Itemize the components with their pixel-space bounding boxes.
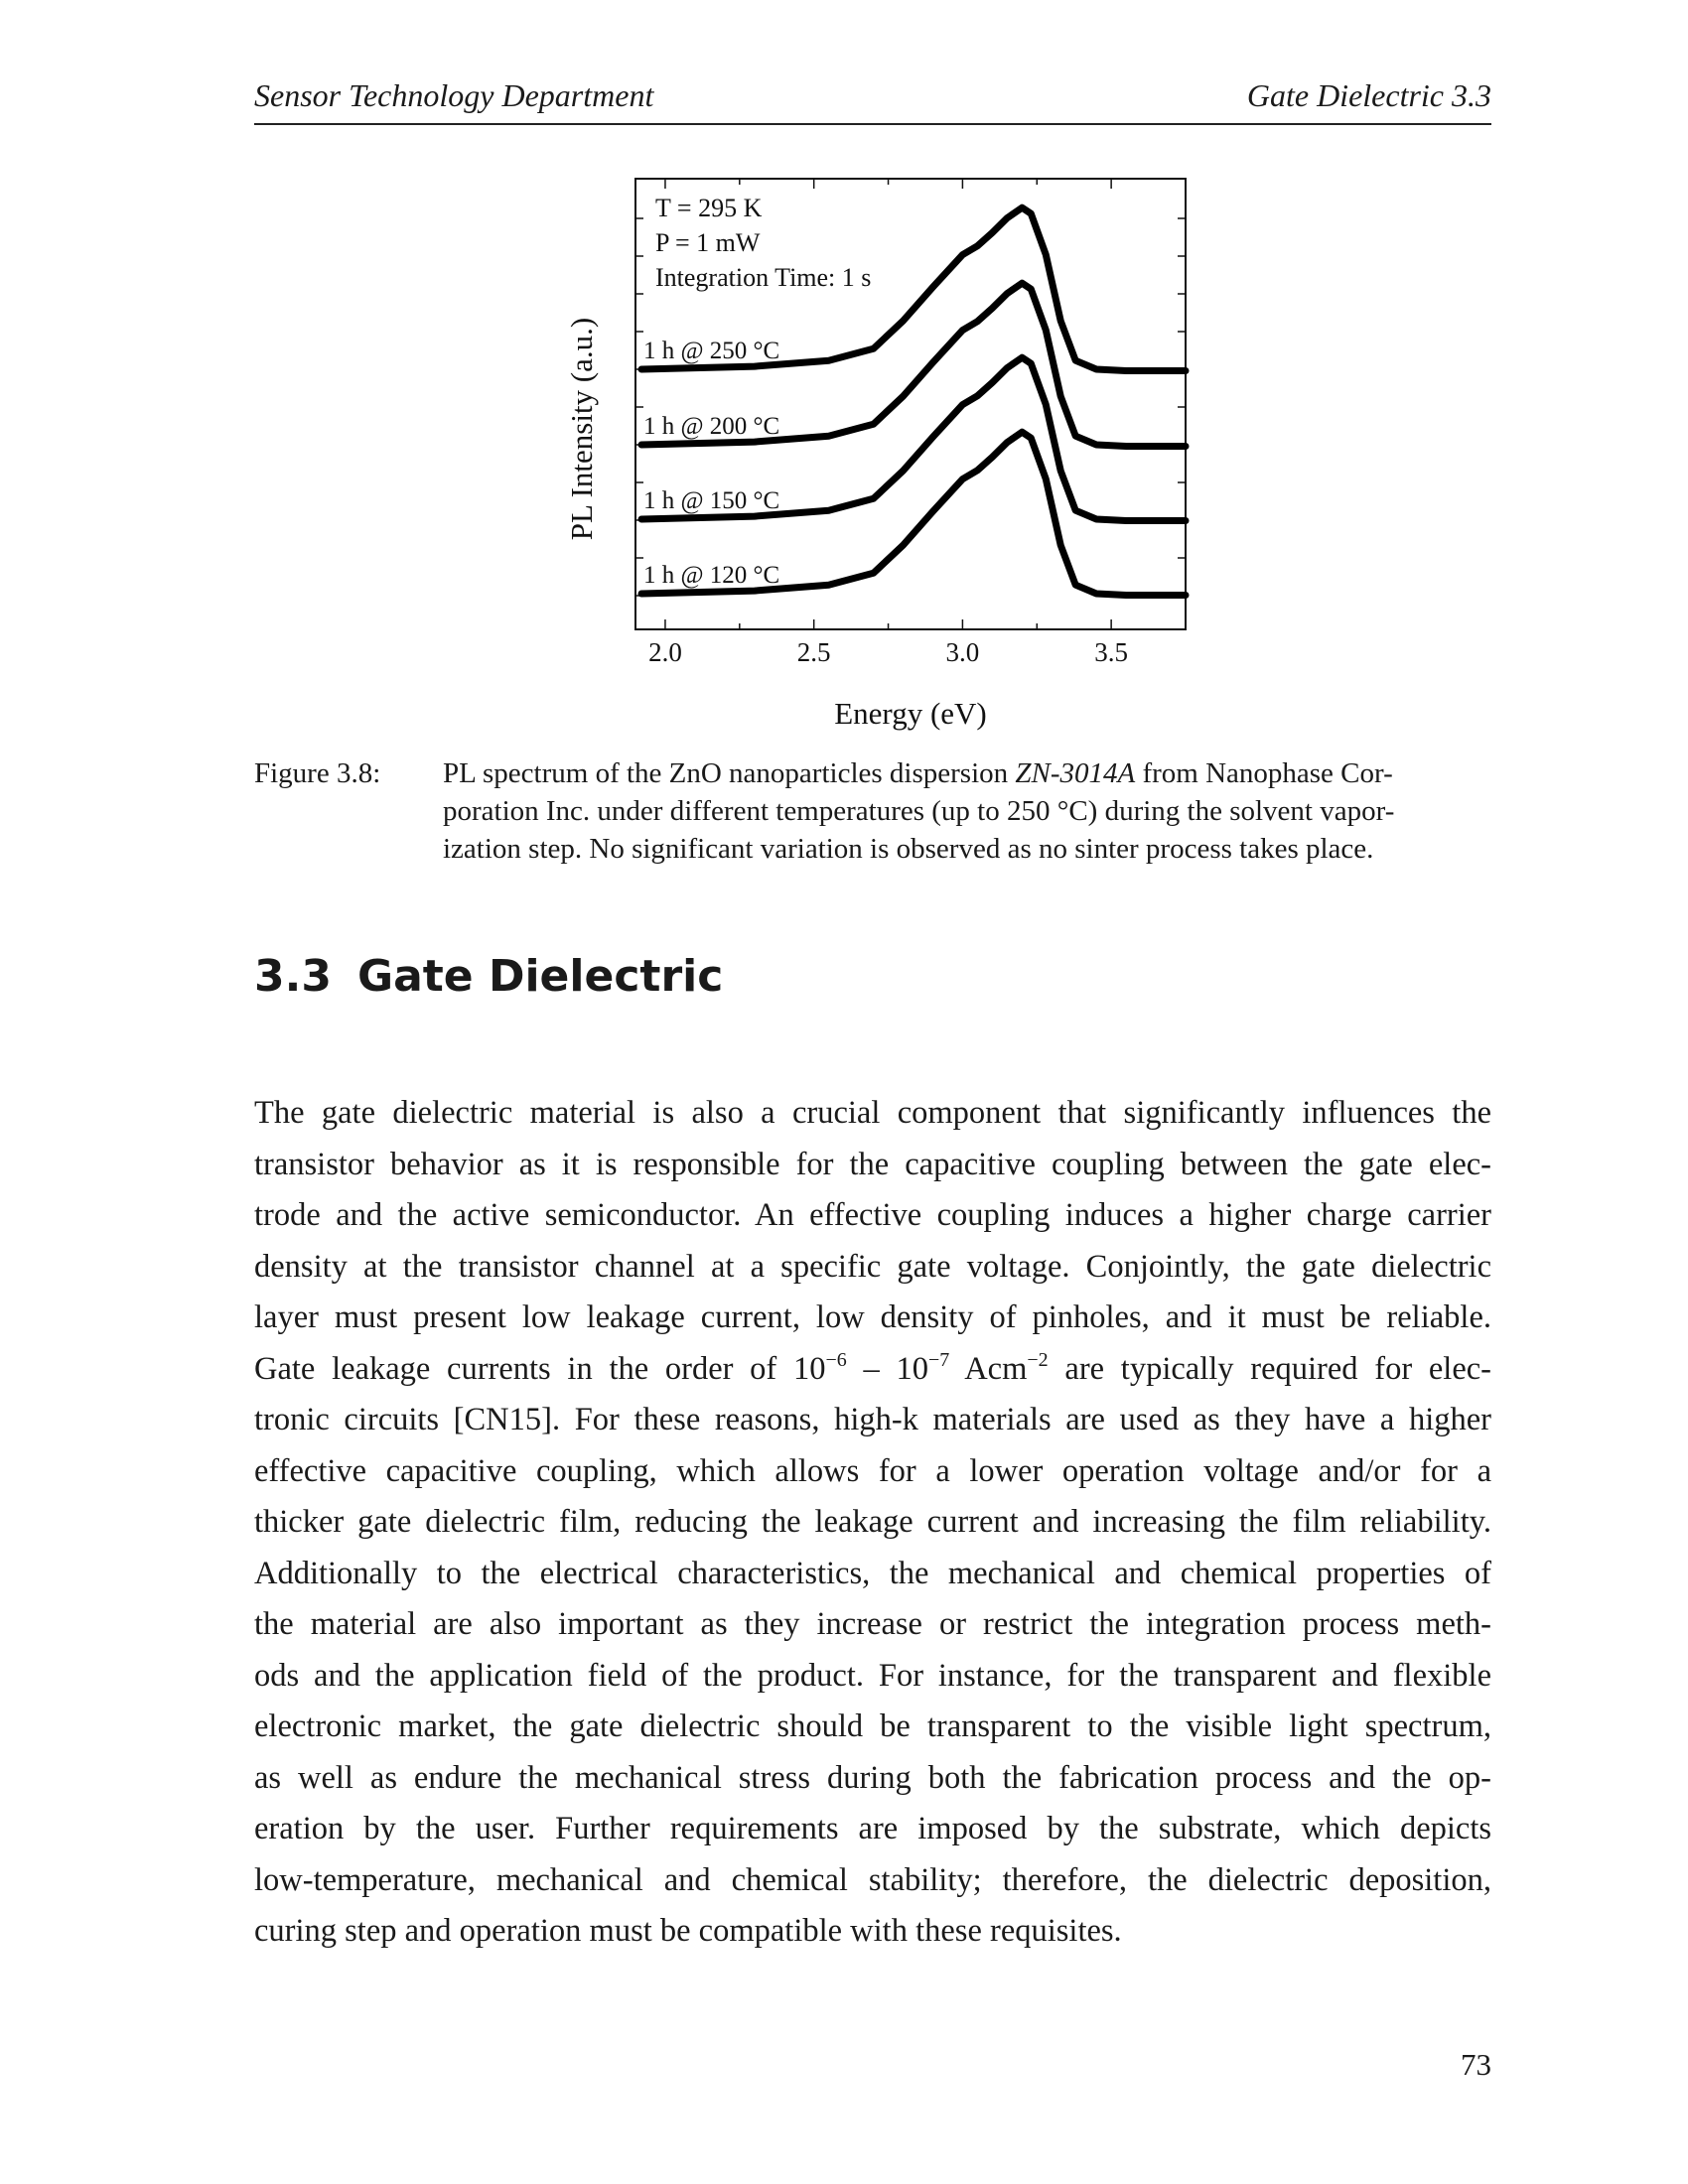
paragraph-line: thicker gate dielectric film, reducing the leakage current and increasing the film reliability.: [254, 1504, 1491, 1540]
caption-line-1a: PL spectrum of the ZnO nanoparticles dispersion: [443, 757, 1016, 789]
exponent: −2: [1027, 1348, 1049, 1371]
paragraph-line: The gate dielectric material is also a crucial component that significantly influences the: [254, 1095, 1491, 1131]
chart-annotation: P = 1 mW: [655, 228, 761, 257]
section-heading: [254, 951, 723, 1002]
paragraph-line: layer must present low leakage current, low density of pinholes, and it must be reliable.: [254, 1299, 1491, 1335]
series-label: 1 h @ 200 °C: [643, 413, 780, 440]
running-header: [254, 77, 1491, 125]
caption-line: ization step. No significant variation is observed as no sinter process takes place.: [443, 833, 1374, 865]
series-label: 1 h @ 150 °C: [643, 487, 780, 514]
paragraph-line: ods and the application field of the product. For instance, for the transparent and flexible: [254, 1657, 1491, 1694]
paragraph-line: eration by the user. Further requirements are imposed by the substrate, which depicts: [254, 1811, 1491, 1846]
x-tick-label: 3.0: [945, 637, 980, 667]
paragraph-line: density at the transistor channel at a specific gate voltage. Conjointly, the gate dielectric: [254, 1248, 1491, 1285]
exponent: −6: [825, 1348, 847, 1371]
page-number: 73: [1461, 2047, 1491, 2082]
header-left: Sensor Technology Department: [254, 77, 654, 113]
x-axis-label: Energy (eV): [834, 696, 987, 731]
paragraph-line: trode and the active semiconductor. An effective coupling induces a higher charge carrier: [254, 1197, 1491, 1233]
paragraph-line: Additionally to the electrical characteristics, the mechanical and chemical properties of: [254, 1555, 1491, 1591]
leakage-unit: Acm: [949, 1350, 1028, 1387]
section-number: 3.3: [254, 951, 332, 1002]
leakage-text-a: Gate leakage currents in the order of 10: [254, 1350, 826, 1387]
paragraph-line-leakage: [254, 1344, 1491, 1396]
series-label: 1 h @ 250 °C: [643, 338, 780, 364]
exponent: −7: [927, 1348, 950, 1371]
y-axis-label: PL Intensity (a.u.): [564, 317, 599, 541]
body-paragraph: [254, 1088, 1491, 1958]
paragraph-line: electronic market, the gate dielectric should be transparent to the visible light spectrum,: [254, 1708, 1491, 1744]
paragraph-line: effective capacitive coupling, which allows for a lower operation voltage and/or for a: [254, 1452, 1491, 1489]
x-tick-label: 3.5: [1094, 637, 1129, 667]
paragraph-line: tronic circuits [CN15]. For these reasons, high-k materials are used as they have a higher: [254, 1402, 1491, 1437]
caption-line: [443, 754, 1491, 792]
chart-annotation: Integration Time: 1 s: [655, 263, 872, 292]
paragraph-line: the material are also important as they increase or restrict the integration process meth-: [254, 1606, 1491, 1642]
leakage-text-c: are typically required for elec-: [1048, 1350, 1492, 1387]
header-right: Gate Dielectric 3.3: [1246, 77, 1491, 113]
figure-caption: [254, 754, 1491, 868]
caption-line: poration Inc. under different temperatures (up to 250 °C) during the solvent vapor-: [443, 795, 1395, 827]
section-title-text: Gate Dielectric: [356, 951, 724, 1002]
x-tick-label: 2.5: [796, 637, 831, 667]
leakage-text-b: – 10: [846, 1350, 928, 1387]
caption-label: Figure 3.8:: [254, 757, 381, 789]
x-tick-label: 2.0: [648, 637, 682, 667]
paragraph-line: transistor behavior as it is responsible for the capacitive coupling between the gate elec-: [254, 1146, 1491, 1182]
chart-annotation: T = 295 K: [655, 194, 763, 222]
caption-product-code: ZN-3014A: [1015, 757, 1136, 789]
paragraph-line: as well as endure the mechanical stress during both the fabrication process and the op-: [254, 1759, 1491, 1796]
chart-annotations: [655, 194, 871, 292]
caption-line-1b: from Nanophase Cor-: [1135, 757, 1393, 789]
series-label: 1 h @ 120 °C: [643, 562, 780, 589]
paragraph-line: curing step and operation must be compatible with these requisites.: [254, 1913, 1122, 1949]
paragraph-line: low-temperature, mechanical and chemical stability; therefore, the dielectric deposition,: [254, 1861, 1491, 1898]
pl-spectrum-chart: [536, 167, 1231, 743]
